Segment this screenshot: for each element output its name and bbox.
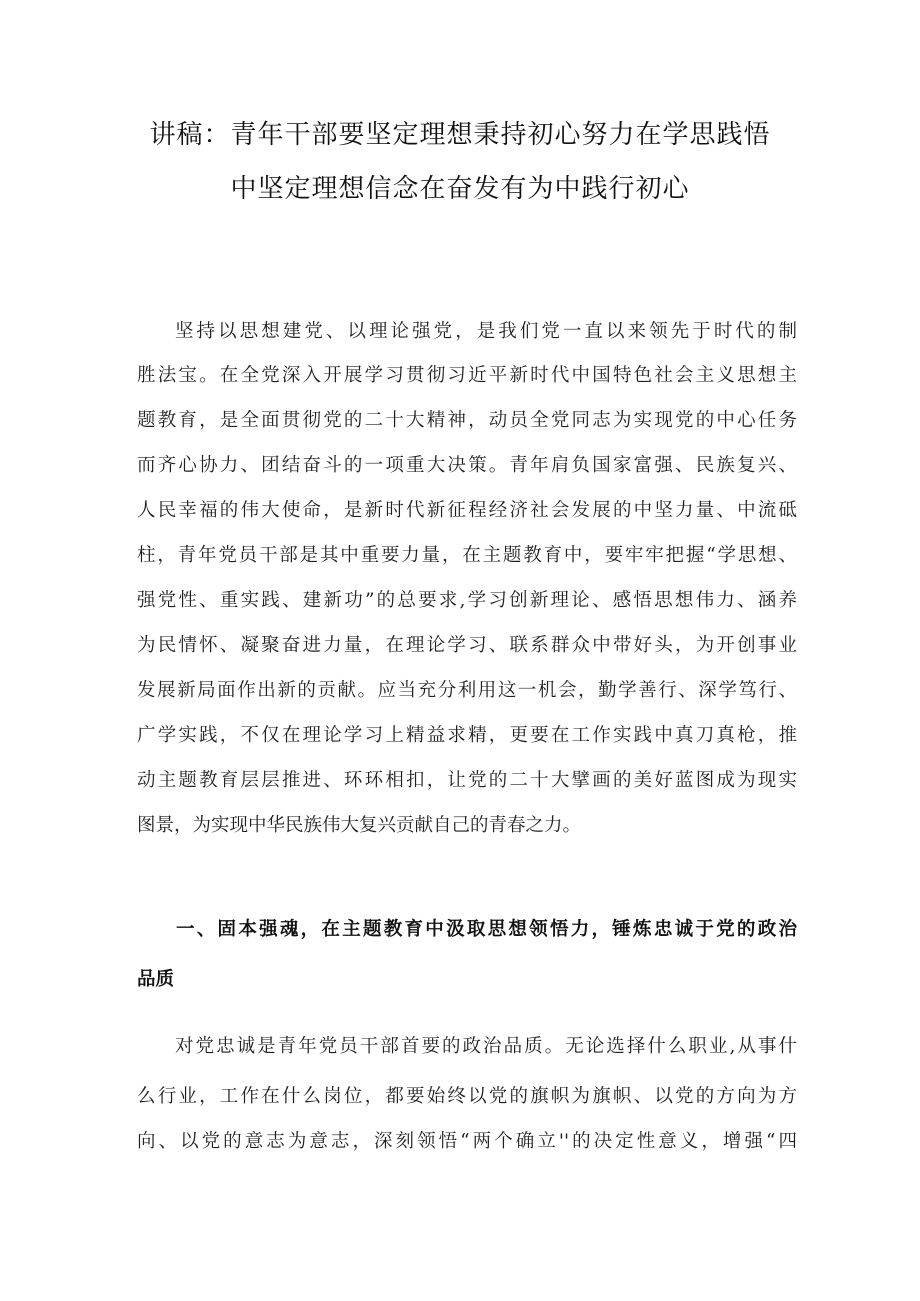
section-heading-line: 一、固本强魂，在主题教育中汲取思想领悟力，锤炼忠诚于党的政治 xyxy=(176,919,797,940)
paragraph-line: 强党性、重实践、建新功”的总要求,学习创新理论、感悟思想伟力、涵养 xyxy=(137,590,797,611)
paragraph-line: 柱，青年党员干部是其中重要力量，在主题教育中，要牢牢把握“学思想、 xyxy=(137,545,797,566)
paragraph-line: 动主题教育层层推进、环环相扣，让党的二十大擘画的美好蓝图成为现实 xyxy=(137,770,797,791)
paragraph-line: 为民情怀、凝聚奋进力量，在理论学习、联系群众中带好头，为开创事业 xyxy=(137,635,797,656)
paragraph-line: 题教育，是全面贯彻党的二十大精神，动员全党同志为实现党的中心任务 xyxy=(137,410,797,431)
paragraph-line: 发展新局面作出新的贡献。应当充分利用这一机会，勤学善行、深学笃行、 xyxy=(137,680,797,701)
paragraph-line: 广学实践，不仅在理论学习上精益求精，更要在工作实践中真刀真枪，推 xyxy=(137,725,797,746)
paragraph-line: 图景，为实现中华民族伟大复兴贡献自己的青春之力。 xyxy=(137,815,582,836)
section-heading-line: 品质 xyxy=(137,969,175,990)
paragraph-line: 向、以党的意志为意志，深刻领悟“两个确立''的决定性意义，增强“四 xyxy=(137,1131,797,1152)
paragraph-line: 么行业，工作在什么岗位，都要始终以党的旗帜为旗帜、以党的方向为方 xyxy=(137,1086,797,1107)
document-title-line-1: 讲稿：青年干部要坚定理想秉持初心努力在学思践悟 xyxy=(149,120,771,150)
paragraph-line: 坚持以思想建党、以理论强党，是我们党一直以来领先于时代的制 xyxy=(175,321,797,342)
document-title-line-2: 中坚定理想信念在奋发有为中践行初心 xyxy=(230,174,690,204)
paragraph-line: 人民幸福的伟大使命，是新时代新征程经济社会发展的中坚力量、中流砥 xyxy=(137,500,797,521)
paragraph-line: 对党忠诚是青年党员干部首要的政治品质。无论选择什么职业,从事什 xyxy=(175,1036,797,1057)
paragraph-line: 胜法宝。在全党深入开展学习贯彻习近平新时代中国特色社会主义思想主 xyxy=(137,365,797,386)
paragraph-line: 而齐心协力、团结奋斗的一项重大决策。青年肩负国家富强、民族复兴、 xyxy=(137,455,797,476)
